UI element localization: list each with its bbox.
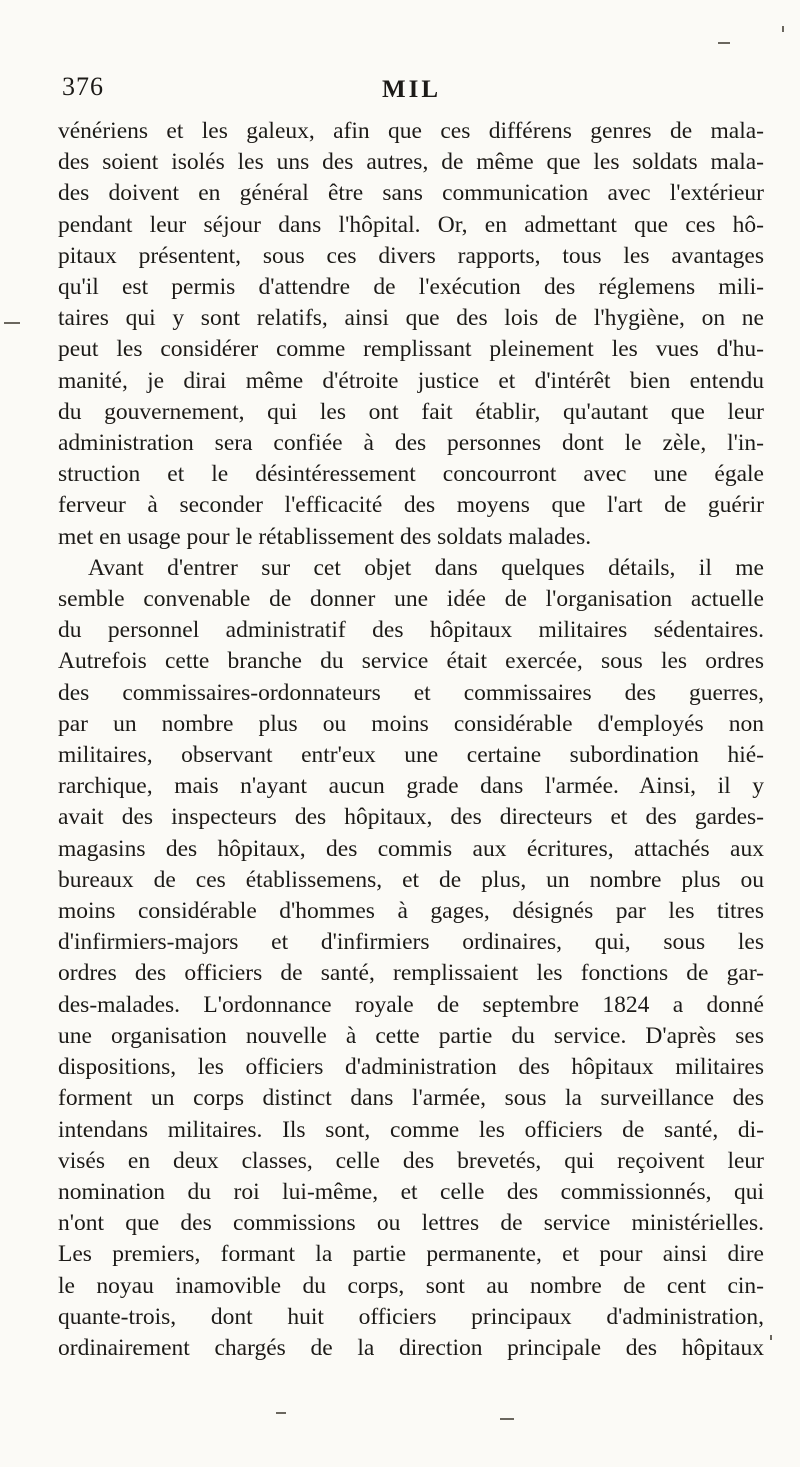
text-line: des commissaires-ordonnateurs et commissaires des guerres, — [58, 679, 764, 706]
text-line: du personnel administratif des hôpitaux militaires sédentaires. — [58, 617, 764, 644]
text-line: magasins des hôpitaux, des commis aux écritures, attachés aux — [58, 835, 764, 862]
body-text — [58, 116, 764, 1364]
text-line: manité, je dirai même d'étroite justice et d'intérêt bien entendu — [58, 367, 764, 394]
text-line: n'ont que des commissions ou lettres de service ministérielles. — [58, 1210, 764, 1237]
text-line: d'infirmiers-majors et d'infirmiers ordinaires, qui, sous les — [58, 929, 764, 956]
text-line: des soient isolés les uns des autres, de même que les soldats mala- — [58, 149, 764, 176]
text-line: par un nombre plus ou moins considérable d'employés non — [58, 710, 764, 737]
text-line: qu'il est permis d'attendre de l'exécution des réglemens mili- — [58, 274, 764, 301]
text-line: intendans militaires. Ils sont, comme les officiers de santé, di- — [58, 1116, 764, 1143]
running-head: MIL — [382, 76, 441, 103]
text-line: pendant leur séjour dans l'hôpital. Or, en admettant que ces hô- — [58, 211, 764, 238]
margin-mark — [718, 42, 730, 44]
margin-mark — [500, 1418, 514, 1420]
text-line: vénériens et les galeux, afin que ces différens genres de mala- — [58, 118, 764, 144]
text-line: moins considérable d'hommes à gages, désignés par les titres — [58, 898, 764, 925]
text-line: bureaux de ces établissemens, et de plus, un nombre plus ou — [58, 866, 764, 893]
text-line: Autrefois cette branche du service était exercée, sous les ordres — [58, 648, 764, 675]
text-line: rarchique, mais n'ayant aucun grade dans l'armée. Ainsi, il y — [58, 773, 764, 800]
text-line: taires qui y sont relatifs, ainsi que des lois de l'hygiène, on ne — [58, 305, 764, 332]
text-line: visés en deux classes, celle des brevetés, qui reçoivent leur — [58, 1147, 764, 1174]
paragraph — [58, 116, 764, 553]
text-line: ordres des officiers de santé, remplissaient les fonctions de gar- — [58, 960, 764, 987]
text-line: quante-trois, dont huit officiers principaux d'administration, — [58, 1303, 764, 1330]
text-line: avait des inspecteurs des hôpitaux, des directeurs et des gardes- — [58, 804, 764, 831]
text-line: met en usage pour le rétablissement des soldats malades. — [58, 523, 592, 550]
margin-mark — [276, 1412, 286, 1414]
text-line: dispositions, les officiers d'administration des hôpitaux militaires — [58, 1054, 764, 1081]
text-line: Les premiers, formant la partie permanente, et pour ainsi dire — [58, 1241, 764, 1268]
paragraph — [58, 553, 764, 1364]
text-line: le noyau inamovible du corps, sont au nombre de cent cin- — [58, 1272, 764, 1299]
text-line: struction et le désintéressement concourront avec une égale — [58, 461, 764, 488]
text-line: des-malades. L'ordonnance royale de septembre 1824 a donné — [58, 991, 764, 1018]
text-line: ferveur à seconder l'efficacité des moyens que l'art de guérir — [58, 492, 764, 519]
text-line: Avant d'entrer sur cet objet dans quelques détails, il me — [88, 554, 764, 581]
page-number: 376 — [62, 72, 104, 101]
text-line: des doivent en général être sans communication avec l'extérieur — [58, 180, 764, 207]
text-line: semble convenable de donner une idée de l'organisation actuelle — [58, 586, 764, 613]
margin-mark — [770, 1335, 772, 1340]
text-line: forment un corps distinct dans l'armée, sous la surveillance des — [58, 1085, 764, 1112]
text-line: ordinairement chargés de la direction principale des hôpitaux — [58, 1334, 764, 1361]
text-line: peut les considérer comme remplissant pleinement les vues d'hu- — [58, 336, 764, 363]
margin-mark — [782, 26, 784, 32]
text-line: administration sera confiée à des personnes dont le zèle, l'in- — [58, 430, 764, 457]
text-line: une organisation nouvelle à cette partie du service. D'après ses — [58, 1022, 764, 1049]
margin-mark — [4, 322, 20, 324]
text-line: pitaux présentent, sous ces divers rapports, tous les avantages — [58, 242, 764, 269]
text-line: nomination du roi lui-même, et celle des commissionnés, qui — [58, 1178, 764, 1205]
text-line: militaires, observant entr'eux une certaine subordination hié- — [58, 742, 764, 769]
text-line: du gouvernement, qui les ont fait établir, qu'autant que leur — [58, 398, 764, 425]
